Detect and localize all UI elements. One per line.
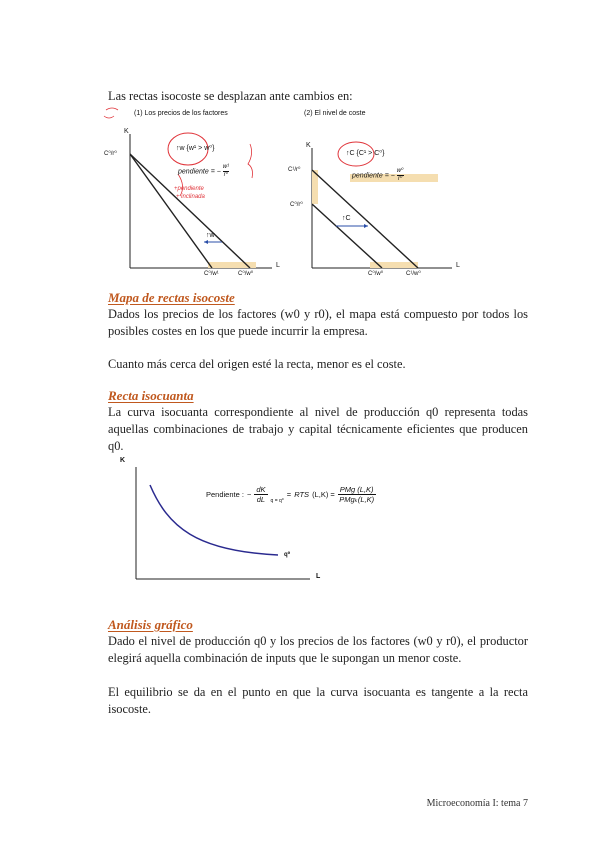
section-mapa-paragraph-2: Cuanto más cerca del origen esté la recta, menor es el coste. [108, 357, 406, 371]
formula-pmg-l: PMg (L,K) [339, 485, 374, 494]
p2-l-label: L [456, 262, 460, 269]
p1-x-intercept-w1: C⁰/w¹ [204, 271, 219, 277]
section-mapa-paragraph-1: Dados los precios de los factores (w0 y r0), el mapa está compuesto por todos los posibles costes en los que puede incurrir la empresa. [108, 307, 528, 338]
p1-slope-den: r⁰ [223, 172, 229, 178]
p1-x-intercept-w0: C⁰/w⁰ [238, 271, 254, 277]
formula-dk: dK [256, 485, 266, 494]
p1-shift-arrowhead [204, 240, 208, 244]
p1-shift-label: ↑w [206, 232, 215, 239]
section-analisis-paragraph-1: Dado el nivel de producción q0 y los precios de los factores (w0 y r0), el productor elegirá aquella combinación de inputs que le supongan un menor coste. [108, 634, 528, 665]
p1-k-label: K [124, 128, 129, 135]
p2-slope-fraction [397, 168, 404, 183]
p2-shift-label: ↑C [342, 215, 351, 222]
page-footer: Microeconomía I: tema 7 [426, 798, 528, 809]
formula-eq: = [286, 490, 292, 499]
p2-slope-label [352, 168, 404, 183]
p2-x-c1: C¹/w⁰ [406, 271, 421, 277]
iq-k-label: K [120, 457, 126, 464]
p2-y-low: C⁰/r⁰ [290, 202, 303, 208]
p2-slope-text: pendiente = − [352, 172, 395, 180]
formula-pmg-k: PMgₖ(L,K) [339, 495, 375, 504]
p2-slope-den: r⁰ [397, 176, 403, 182]
intro-text: Las rectas isocoste se desplazan ante cambios en: [108, 89, 353, 103]
p1-l-label: L [276, 262, 280, 269]
p1-change-box: ↑w {w¹ > w⁰} [176, 145, 215, 152]
section-heading-mapa: Mapa de rectas isocoste [108, 290, 235, 305]
p2-y-top: C¹/r⁰ [288, 167, 301, 173]
isoquant-svg [110, 455, 410, 590]
p1-handwritten-note-1: +pendiente [174, 186, 204, 192]
p2-slope-num: w⁰ [396, 168, 404, 174]
isocost-shift-svg [100, 104, 480, 284]
formula-pmg-ratio [338, 485, 376, 504]
handwriting-mark [104, 108, 118, 118]
isoquant-figure [110, 455, 410, 590]
formula-dl: dL [256, 495, 266, 504]
p1-scribble [248, 144, 253, 178]
section-heading-isocuanta: Recta isocuanta [108, 388, 194, 403]
p1-slope-text: pendiente = − [178, 168, 221, 176]
formula-pendiente: Pendiente : [206, 490, 244, 499]
iq-curve-label: q⁰ [284, 552, 291, 558]
formula-dkdl [254, 485, 267, 504]
p2-isocost-c0 [312, 204, 382, 268]
p2-x-c0: C⁰/w⁰ [368, 271, 384, 277]
formula-minus: − [246, 490, 252, 499]
slope-formula [206, 485, 376, 504]
formula-rts: RTS [294, 490, 310, 499]
p2-shift-arrowhead [364, 224, 368, 228]
isocost-shift-figure [100, 104, 480, 284]
p1-title: (1) Los precios de los factores [134, 110, 228, 117]
section-heading-analisis: Análisis gráfico [108, 617, 193, 632]
section-isocuanta-paragraph: La curva isocuanta correspondiente al nivel de producción q0 representa todas aquellas combinaciones de trabajo y capital técnicamente eficientes que producen q0. [108, 405, 528, 453]
formula-subscript: q = q⁰ [270, 498, 284, 504]
iq-l-label: L [316, 573, 321, 580]
p2-title: (2) El nivel de coste [304, 110, 366, 117]
p1-y-intercept: C⁰/r⁰ [104, 151, 117, 157]
p1-handwritten-note-2: + inclinada [176, 194, 205, 200]
p2-change-box: ↑C {C¹ > C⁰} [346, 150, 385, 157]
p1-slope-label [178, 164, 229, 179]
section-analisis-paragraph-2: El equilibrio se da en el punto en que la curva isocuanta es tangente a la recta isocoste. [108, 685, 528, 716]
p1-slope-num: w¹ [222, 164, 230, 170]
p1-slope-fraction [223, 164, 229, 179]
formula-rts-args: (L,K) = [312, 490, 335, 499]
p2-k-label: K [306, 142, 311, 149]
